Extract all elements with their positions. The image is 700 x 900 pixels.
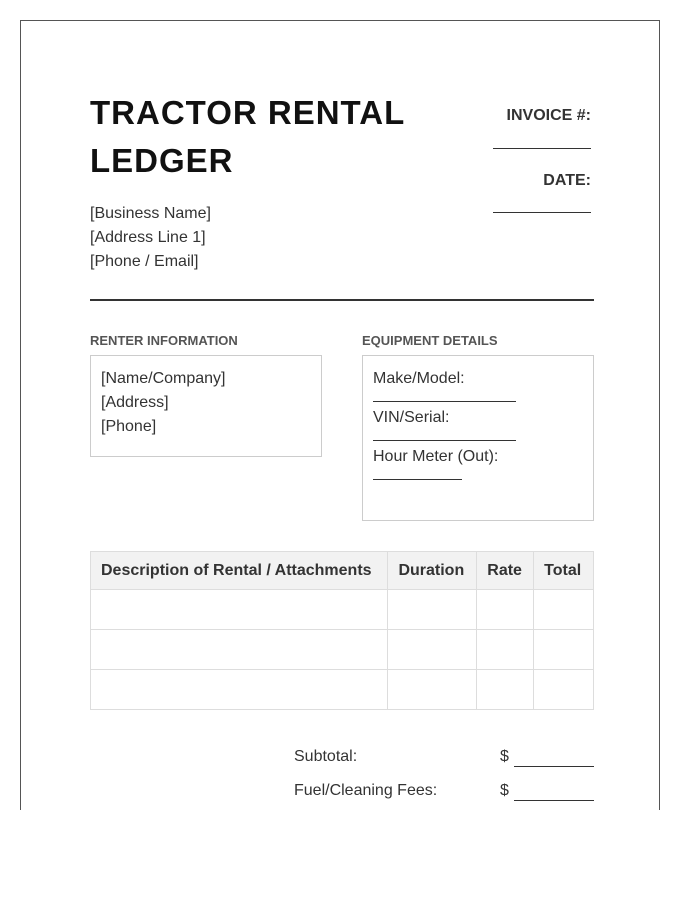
table-cell[interactable] [388, 590, 477, 630]
business-address: [Address Line 1] [90, 229, 206, 246]
table-cell[interactable] [534, 630, 594, 670]
column-header-duration: Duration [388, 552, 477, 590]
table-cell[interactable] [388, 670, 477, 710]
equipment-details-heading: EQUIPMENT DETAILS [362, 333, 498, 348]
subtotal-label: Subtotal: [294, 748, 358, 765]
header-divider [90, 299, 594, 301]
document-title: TRACTOR RENTAL LEDGER [90, 94, 405, 179]
table-row [91, 670, 594, 710]
table-cell[interactable] [91, 630, 388, 670]
vin-serial-field[interactable] [373, 430, 516, 441]
hour-meter-label: Hour Meter (Out): [373, 448, 499, 465]
invoice-page [20, 20, 660, 810]
fees-currency: $ [500, 782, 509, 799]
date-label: DATE: [543, 172, 591, 189]
make-model-field[interactable] [373, 391, 516, 402]
table-row [91, 630, 594, 670]
table-header-row [91, 552, 594, 590]
business-contact: [Phone / Email] [90, 253, 199, 270]
subtotal-currency: $ [500, 748, 509, 765]
renter-phone[interactable]: [Phone] [101, 418, 157, 435]
vin-serial-label: VIN/Serial: [373, 409, 450, 426]
column-header-rate: Rate [477, 552, 534, 590]
fees-label: Fuel/Cleaning Fees: [294, 782, 438, 799]
hour-meter-field[interactable] [373, 469, 462, 480]
date-field[interactable] [493, 212, 591, 213]
column-header-description: Description of Rental / Attachments [91, 552, 388, 590]
equipment-details-box [362, 355, 594, 521]
invoice-number-field[interactable] [493, 148, 591, 149]
table-cell[interactable] [477, 630, 534, 670]
business-name: [Business Name] [90, 205, 211, 222]
table-cell[interactable] [534, 670, 594, 710]
fees-field[interactable] [514, 800, 594, 801]
renter-info-heading: RENTER INFORMATION [90, 333, 238, 348]
table-cell[interactable] [91, 670, 388, 710]
table-row [91, 590, 594, 630]
business-info [90, 202, 211, 274]
table-cell[interactable] [477, 670, 534, 710]
renter-info-box [90, 355, 322, 457]
table-cell[interactable] [477, 590, 534, 630]
renter-name[interactable]: [Name/Company] [101, 370, 226, 387]
table-cell[interactable] [388, 630, 477, 670]
make-model-label: Make/Model: [373, 370, 465, 387]
table-cell[interactable] [91, 590, 388, 630]
table-cell[interactable] [534, 590, 594, 630]
invoice-number-label: INVOICE #: [506, 107, 591, 124]
renter-address[interactable]: [Address] [101, 394, 169, 411]
subtotal-field[interactable] [514, 766, 594, 767]
rental-items-table [90, 551, 594, 710]
column-header-total: Total [534, 552, 594, 590]
